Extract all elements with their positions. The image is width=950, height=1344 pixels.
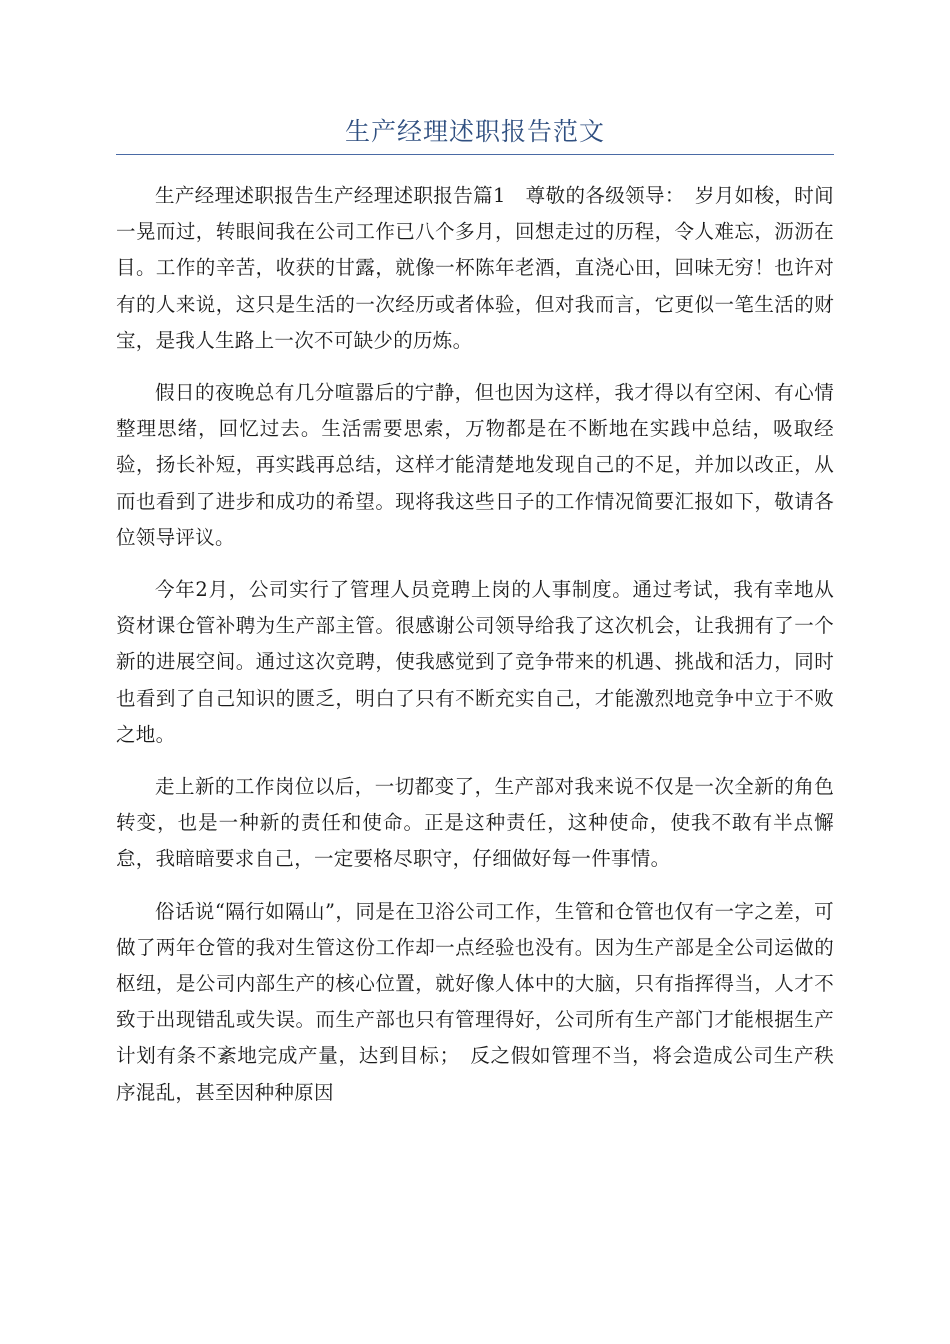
paragraph: 生产经理述职报告生产经理述职报告篇1 尊敬的各级领导： 岁月如梭，时间一晃而过，转眼间我在公司工作已八个多月，回想走过的历程，令人难忘，沥沥在目。工作的辛苦，收获的甘露，就像一杯陈年老酒，直浇心田，回味无穷！也许对有的人来说，这只是生活的一次经历或者体验，但对我而言，它更似一笔生活的财宝，是我人生路上一次不可缺少的历炼。: [116, 184, 834, 352]
paragraph: 俗话说“隔行如隔山”，同是在卫浴公司工作，生管和仓管也仅有一字之差，可做了两年仓管的我对生管这份工作却一点经验也没有。因为生产部是全公司运做的枢纽，是公司内部生产的核心位置，就好像人体中的大脑，只有指挥得当，人才不致于出现错乱或失误。而生产部也只有管理得好，公司所有生产部门才能根据生产计划有条不紊地完成产量，达到目标； 反之假如管理不当，将会造成公司生产秩序混乱，甚至因种种原因: [116, 899, 834, 1104]
paragraph: 假日的夜晚总有几分喧嚣后的宁静，但也因为这样，我才得以有空闲、有心情整理思绪，回忆过去。生活需要思索，万物都是在不断地在实践中总结，吸取经验，扬长补短，再实践再总结，这样才能清楚地发现自己的不足，并加以改正，从而也看到了进步和成功的希望。现将我这些日子的工作情况简要汇报如下，敬请各位领导评议。: [116, 381, 834, 549]
document-title: 生产经理述职报告范文: [344, 117, 605, 146]
document-body: [116, 178, 834, 1127]
title-underline: [116, 154, 834, 155]
paragraph: 今年2月，公司实行了管理人员竞聘上岗的人事制度。通过考试，我有幸地从资材课仓管补聘为生产部主管。很感谢公司领导给我了这次机会，让我拥有了一个新的进展空间。通过这次竞聘，使我感觉到了竞争带来的机遇、挑战和活力，同时也看到了自己知识的匮乏，明白了只有不断充实自己，才能激烈地竞争中立于不败之地。: [116, 578, 834, 746]
paragraph: 走上新的工作岗位以后，一切都变了，生产部对我来说不仅是一次全新的角色转变，也是一种新的责任和使命。正是这种责任，这种使命，使我不敢有半点懈怠，我暗暗要求自己，一定要格尽职守，仔细做好每一件事情。: [116, 775, 834, 871]
